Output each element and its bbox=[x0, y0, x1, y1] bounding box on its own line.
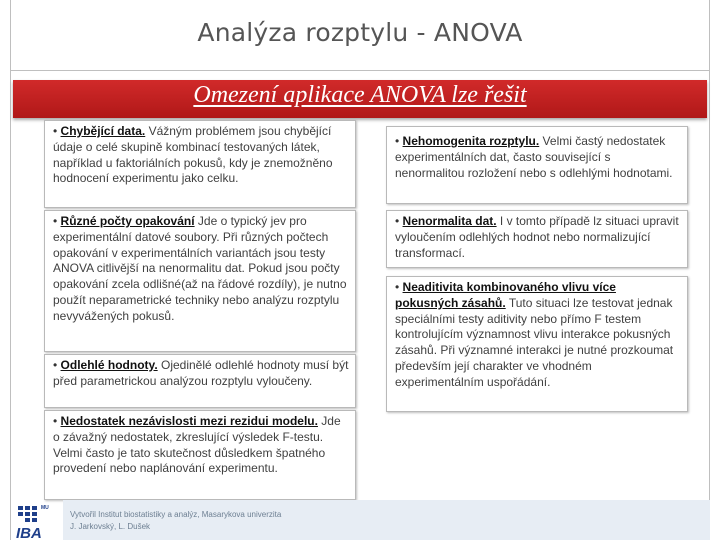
text-box-outliers bbox=[44, 354, 356, 408]
footer-line-authors: J. Jarkovský, L. Dušek bbox=[70, 522, 151, 531]
text-box-residual-independence bbox=[44, 410, 356, 500]
box-text: I v tomto případě lz situaci upravit vyloučením odlehlých hodnot nebo normalizující transformací. bbox=[395, 214, 679, 260]
bullet: • bbox=[395, 280, 400, 294]
iba-logo bbox=[14, 500, 60, 540]
logo-iba-text: IBA bbox=[16, 525, 42, 540]
box-lead: Nehomogenita rozptylu. bbox=[402, 134, 540, 148]
box-lead: Nenormalita dat. bbox=[402, 214, 497, 228]
text-box-missing-data bbox=[44, 120, 356, 208]
box-text: Vážným problémem jsou chybějící údaje o celé skupině kombinací testovaných látek, například u faktoriálních pokusů, kdy je znemožněno hodnocení experimentu jako celku. bbox=[53, 124, 333, 186]
bullet: • bbox=[395, 134, 400, 148]
text-box-non-additivity bbox=[386, 276, 688, 412]
box-lead: Chybějící data. bbox=[60, 124, 146, 138]
box-text: Velmi častý nedostatek experimentálních dat, často související s nenormalitou rozložení nebo s odlehlými hodnotami. bbox=[395, 134, 673, 180]
bullet: • bbox=[53, 358, 58, 372]
logo-mu-text: MU bbox=[41, 505, 49, 511]
box-text: Jde o typický jev pro experimentální datové soubory. Při různých počtech opakování v experimentálních variantách jsou testy ANOVA citlivější na nenormalitu dat. Pokud jsou počty opakování zcela odlišné(až na řádové rozdíly), je nutno použít neparametrické techniky nebo analýzu rozptylu nevyvážených pokusů. bbox=[53, 214, 347, 323]
title-divider bbox=[10, 70, 710, 71]
box-text: Ojedinělé odlehlé hodnoty musí být před parametrickou analýzou rozptylu vyloučeny. bbox=[53, 358, 349, 388]
slide-title: Analýza rozptylu - ANOVA bbox=[197, 18, 523, 47]
bullet: • bbox=[53, 124, 58, 138]
box-lead: Různé počty opakování bbox=[60, 214, 195, 228]
box-lead: Nedostatek nezávislosti mezi rezidui modelu. bbox=[60, 414, 318, 428]
banner-heading: Omezení aplikace ANOVA lze řešit bbox=[193, 82, 527, 108]
box-text: Tuto situaci lze testovat jednak speciálními testy aditivity nebo přímo F testem kontrolujícím významnost vlivu interakce pokusných zásahů. Při významné interakci je nutné prozkoumat především její charakter ve vhodném experimentálním uspořádání. bbox=[395, 295, 674, 389]
footer-credits bbox=[70, 509, 281, 533]
bullet: • bbox=[395, 214, 400, 228]
box-text: Jde o závažný nedostatek, zkreslující výsledek F-testu. Velmi často je tato skutečnost důsledkem špatného provedení nebo naplánování experimentu. bbox=[53, 414, 341, 476]
bullet: • bbox=[53, 214, 58, 228]
text-box-unequal-replications bbox=[44, 210, 356, 352]
box-lead: Odlehlé hodnoty. bbox=[60, 358, 158, 372]
bullet: • bbox=[53, 414, 58, 428]
footer-line-institute: Vytvořil Institut biostatistiky a analýz, Masarykova univerzita bbox=[70, 510, 282, 519]
box-lead: Neaditivita kombinovaného vlivu více pokusných zásahů. bbox=[395, 280, 616, 310]
text-box-non-normality bbox=[386, 210, 688, 268]
text-box-variance-heterogeneity bbox=[386, 126, 688, 204]
